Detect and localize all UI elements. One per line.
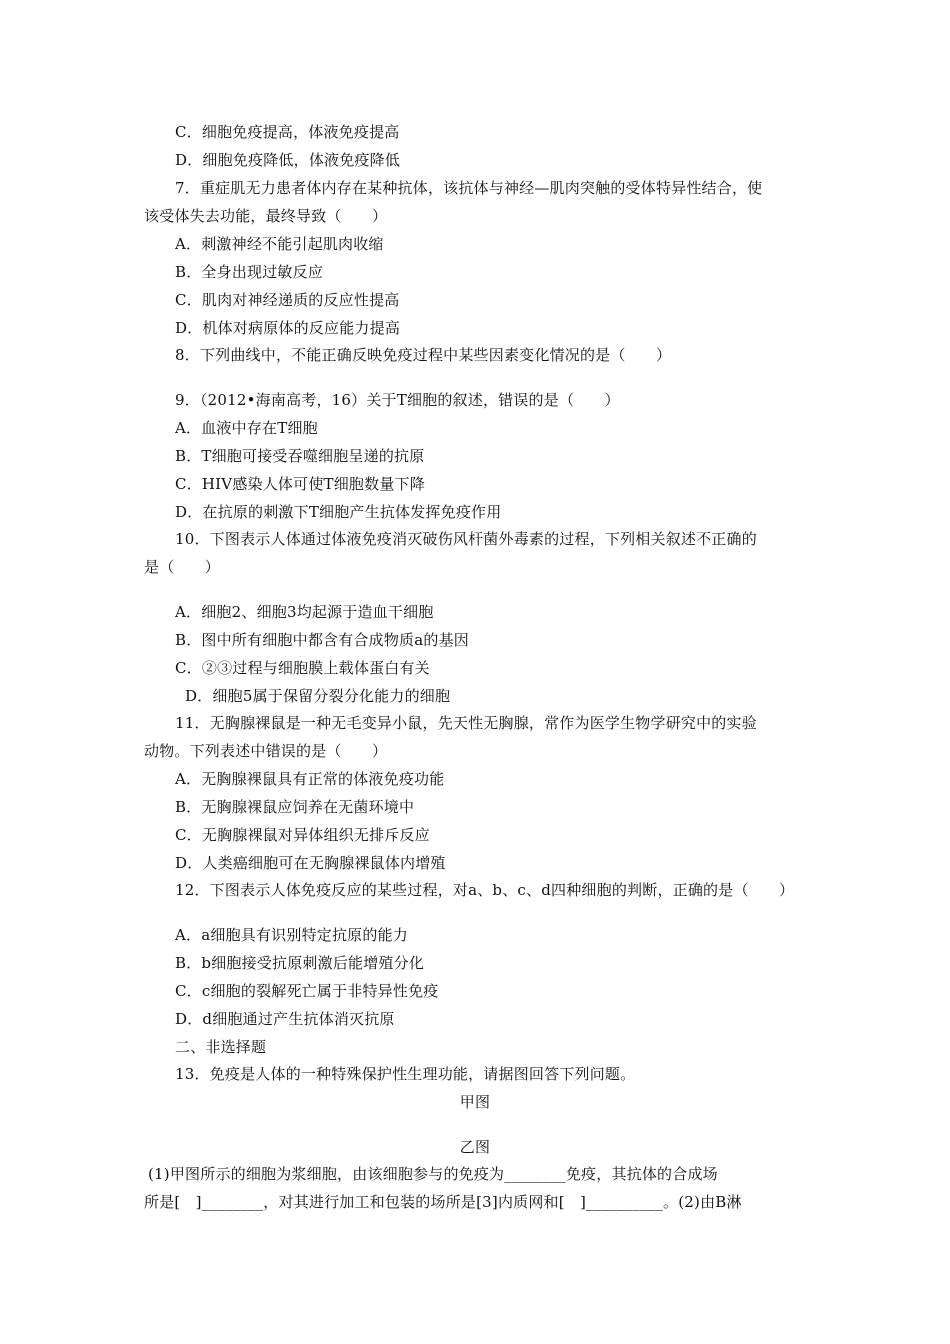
q10-stem-line1: 10．下图表示人体通过体液免疫消灭破伤风杆菌外毒素的过程，下列相关叙述不正确的 xyxy=(175,530,757,548)
q11-stem-line1: 11．无胸腺裸鼠是一种无毛变异小鼠，先天性无胸腺，常作为医学生物学研究中的实验 xyxy=(175,714,757,732)
q11-option-b: B．无胸腺裸鼠应饲养在无菌环境中 xyxy=(175,798,415,816)
q10-option-a: A．细胞2、细胞3均起源于造血干细胞 xyxy=(175,603,434,621)
q9-option-a: A．血液中存在T细胞 xyxy=(175,419,318,437)
q11-option-c: C．无胸腺裸鼠对异体组织无排斥反应 xyxy=(175,826,430,844)
q7-option-b: B．全身出现过敏反应 xyxy=(175,263,324,281)
q6-option-d: D．细胞免疫降低，体液免疫降低 xyxy=(175,151,401,169)
q13-part1-line2: 所是[ ]________，对其进行加工和包装的场所是[3]内质网和[ ]__________。(2)由B淋 xyxy=(144,1193,742,1211)
q12-stem: 12．下图表示人体免疫反应的某些过程，对a、b、c、d四种细胞的判断，正确的是（ ） xyxy=(175,881,795,899)
figure-caption-jia: 甲图 xyxy=(459,1093,491,1111)
q12-option-c: C．c细胞的裂解死亡属于非特异性免疫 xyxy=(175,982,439,1000)
section-heading: 二、非选择题 xyxy=(175,1038,267,1056)
q11-option-a: A．无胸腺裸鼠具有正常的体液免疫功能 xyxy=(175,770,445,788)
q12-option-a: A．a细胞具有识别特定抗原的能力 xyxy=(175,926,408,944)
q10-stem-line2: 是（ ） xyxy=(144,558,221,576)
q7-stem-line2: 该受体失去功能，最终导致（ ） xyxy=(144,207,388,225)
q7-option-c: C．肌肉对神经递质的反应性提高 xyxy=(175,291,400,309)
q11-option-d: D．人类癌细胞可在无胸腺裸鼠体内增殖 xyxy=(175,854,446,872)
q12-option-d: D．d细胞通过产生抗体消灭抗原 xyxy=(175,1010,395,1028)
figure-caption-yi: 乙图 xyxy=(459,1138,491,1156)
q6-option-c: C．细胞免疫提高，体液免疫提高 xyxy=(175,123,400,141)
q13-part1-line1: (1)甲图所示的细胞为浆细胞，由该细胞参与的免疫为________免疫，其抗体的合成场 xyxy=(148,1165,718,1183)
q9-option-c: C．HIV感染人体可使T细胞数量下降 xyxy=(175,475,425,493)
q10-option-c: C．②③过程与细胞膜上载体蛋白有关 xyxy=(175,659,430,677)
q13-stem: 13．免疫是人体的一种特殊保护性生理功能，请据图回答下列问题。 xyxy=(175,1065,636,1083)
q7-option-a: A．刺激神经不能引起肌肉收缩 xyxy=(175,235,384,253)
q10-option-b: B．图中所有细胞中都含有合成物质a的基因 xyxy=(175,631,469,649)
q11-stem-line2: 动物。下列表述中错误的是（ ） xyxy=(144,742,388,760)
q7-option-d: D．机体对病原体的反应能力提高 xyxy=(175,319,401,337)
q7-stem-line1: 7．重症肌无力患者体内存在某种抗体，该抗体与神经—肌肉突触的受体特异性结合，使 xyxy=(175,179,763,197)
q9-option-b: B．T细胞可接受吞噬细胞呈递的抗原 xyxy=(175,447,425,465)
q8-stem: 8．下列曲线中，不能正确反映免疫过程中某些因素变化情况的是（ ） xyxy=(175,346,672,364)
q9-option-d: D．在抗原的刺激下T细胞产生抗体发挥免疫作用 xyxy=(175,503,502,521)
q9-stem: 9．（2012•海南高考，16）关于T细胞的叙述，错误的是（ ） xyxy=(175,391,620,409)
q10-option-d: D．细胞5属于保留分裂分化能力的细胞 xyxy=(185,687,451,705)
q12-option-b: B．b细胞接受抗原刺激后能增殖分化 xyxy=(175,954,425,972)
